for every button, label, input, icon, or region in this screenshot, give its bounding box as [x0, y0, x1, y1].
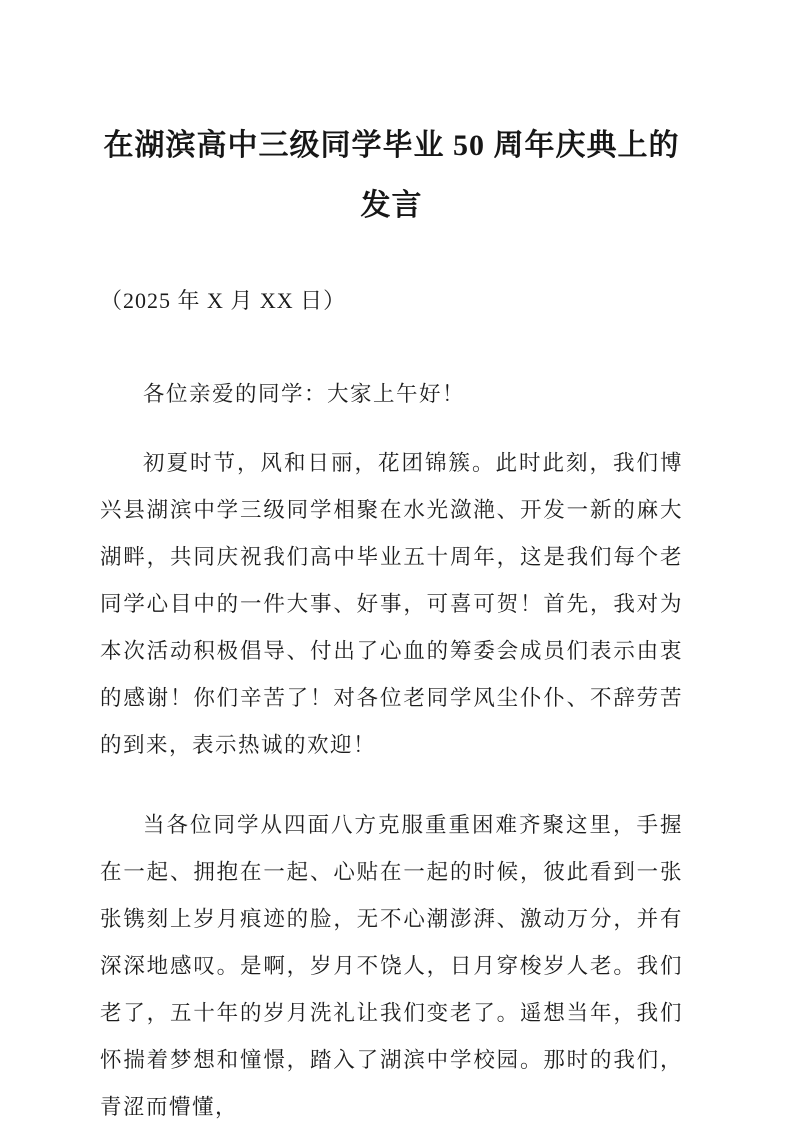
- paragraph-2: 当各位同学从四面八方克服重重困难齐聚这里，手握在一起、拥抱在一起、心贴在一起的时候，彼此看到一张张镌刻上岁月痕迹的脸，无不心潮澎湃、激动万分，并有深深地感叹。是啊，岁月不饶人，日月穿梭岁人老。我们老了，五十年的岁月洗礼让我们变老了。遥想当年，我们怀揣着梦想和憧憬，踏入了湖滨中学校园。那时的我们，青涩而懵懂，: [100, 813, 683, 1119]
- document-title: 在湖滨高中三级同学毕业 50 周年庆典上的发言: [103, 129, 680, 222]
- greeting-line: 各位亲爱的同学：大家上午好！: [143, 382, 466, 406]
- date-line: （2025 年 X 月 XX 日）: [100, 288, 347, 313]
- paragraph-1: 初夏时节，风和日丽，花团锦簇。此时此刻，我们博兴县湖滨中学三级同学相聚在水光潋滟、开发一新的麻大湖畔，共同庆祝我们高中毕业五十周年，这是我们每个老同学心目中的一件大事、好事，可喜可贺！首先，我对为本次活动积极倡导、付出了心血的筹委会成员们表示由衷的感谢！你们辛苦了！对各位老同学风尘仆仆、不辞劳苦的到来，表示热诚的欢迎！: [100, 451, 683, 757]
